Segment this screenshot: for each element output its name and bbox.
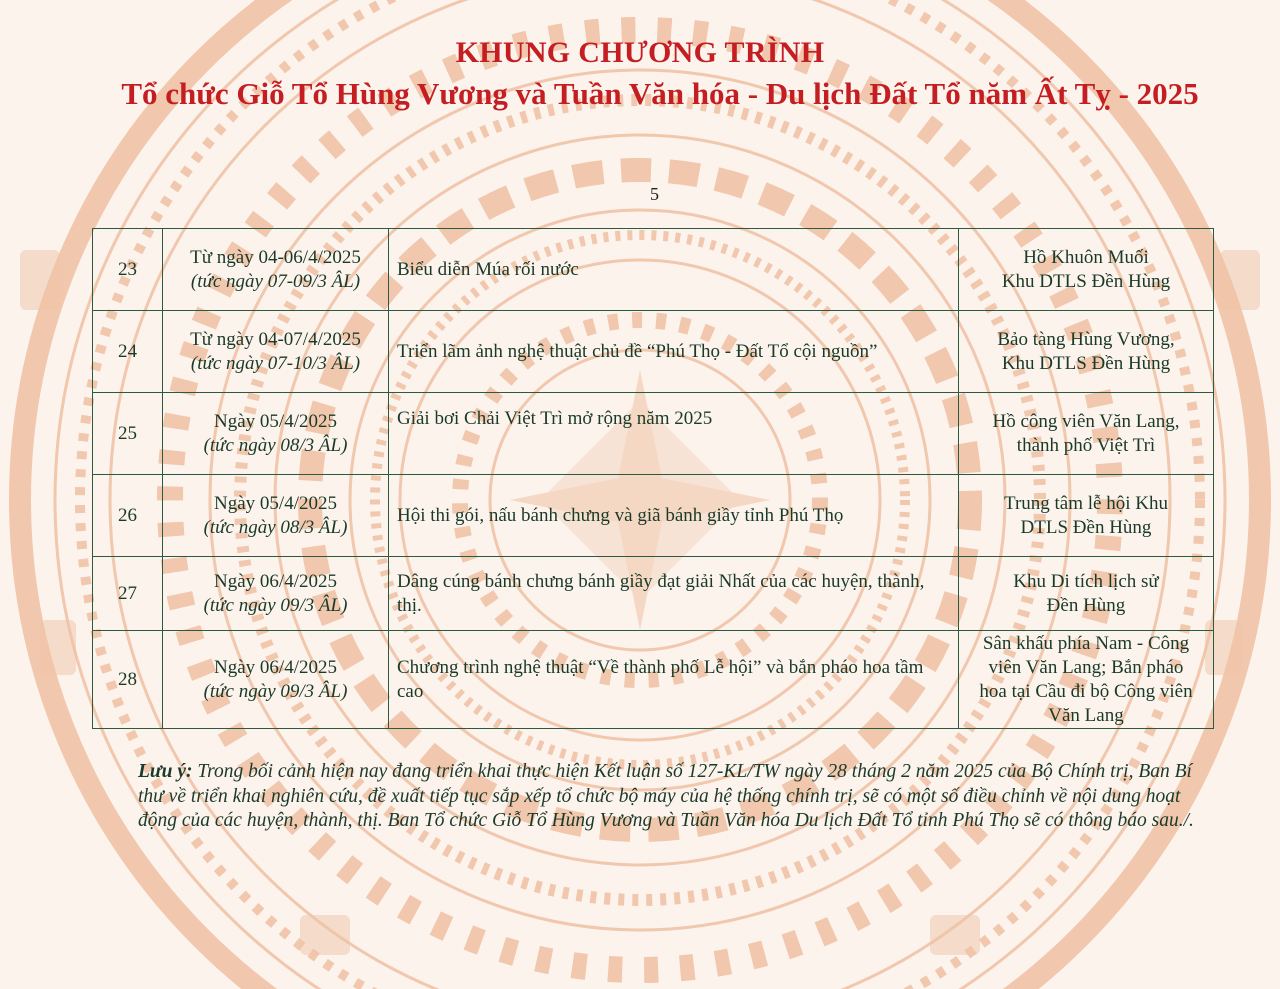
note-label: Lưu ý: (138, 761, 193, 782)
row-number: 25 (93, 393, 163, 475)
location-cell (959, 393, 1214, 475)
date-lunar: (tức ngày 07-10/3 ÂL) (190, 352, 361, 374)
activity-cell: Hội thi gói, nấu bánh chưng và giã bánh giầy tỉnh Phú Thọ (389, 475, 959, 557)
page-number: 5 (650, 184, 659, 204)
activity-cell: Dâng cúng bánh chưng bánh giầy đạt giải Nhất của các huyện, thành, thị. (389, 557, 959, 631)
location-line: Hồ công viên Văn Lang, (992, 410, 1180, 432)
location-line: Khu Di tích lịch sử (1013, 570, 1159, 592)
location-cell (959, 475, 1214, 557)
date-cell (163, 631, 389, 729)
document-subtitle: Tổ chức Giỗ Tổ Hùng Vương và Tuần Văn hóa - Du lịch Đất Tổ năm Ất Tỵ - 2025 (121, 76, 1199, 111)
location-line: Khu DTLS Đền Hùng (1001, 352, 1171, 374)
location-line: Sân khấu phía Nam - Công (982, 632, 1190, 654)
activity-cell: Chương trình nghệ thuật “Về thành phố Lễ hội” và bắn pháo hoa tầm cao (389, 631, 959, 729)
location-cell (959, 557, 1214, 631)
location-line: Hồ Khuôn Muối (1023, 246, 1149, 268)
date-cell (163, 229, 389, 311)
note-text: Trong bối cảnh hiện nay đang triển khai thực hiện Kết luận số 127-KL/TW ngày 28 tháng 2 năm 2025 của Bộ Chính trị, Ban Bí thư về triển khai nghiên cứu, đề xuất tiếp tục sắp xếp tổ chức bộ máy của hệ thống chính trị, sẽ có một số điều chỉnh về nội dung hoạt động của các huyện, thành, thị. Ban Tổ chức Giỗ Tổ Hùng Vương và Tuần Văn hóa Du lịch Đất Tổ tỉnh Phú Thọ sẽ có thông báo sau./. (138, 761, 1194, 831)
location-cell (959, 229, 1214, 311)
table-row (93, 631, 1214, 729)
date-cell (163, 393, 389, 475)
note-paragraph (138, 760, 1208, 834)
date-lunar: (tức ngày 08/3 ÂL) (203, 434, 348, 456)
location-line: Văn Lang (1048, 704, 1124, 726)
table-row (93, 311, 1214, 393)
date-solar: Ngày 05/4/2025 (214, 492, 337, 514)
date-solar: Từ ngày 04-06/4/2025 (190, 246, 361, 268)
date-solar: Ngày 06/4/2025 (214, 656, 337, 678)
row-number: 27 (93, 557, 163, 631)
date-lunar: (tức ngày 09/3 ÂL) (203, 680, 348, 702)
location-line: viên Văn Lang; Bắn pháo (988, 656, 1184, 678)
location-line: Đền Hùng (1046, 594, 1126, 616)
location-line: Bảo tàng Hùng Vương, (997, 328, 1175, 350)
row-number: 24 (93, 311, 163, 393)
date-lunar: (tức ngày 09/3 ÂL) (203, 594, 348, 616)
date-cell (163, 557, 389, 631)
location-line: thành phố Việt Trì (1016, 434, 1156, 456)
location-line: Khu DTLS Đền Hùng (1001, 270, 1171, 292)
date-solar: Từ ngày 04-07/4/2025 (190, 328, 361, 350)
row-number: 26 (93, 475, 163, 557)
location-cell (959, 311, 1214, 393)
date-lunar: (tức ngày 08/3 ÂL) (203, 516, 348, 538)
date-solar: Ngày 05/4/2025 (214, 410, 337, 432)
schedule-table (92, 228, 1214, 729)
table-row (93, 393, 1214, 475)
date-cell (163, 475, 389, 557)
row-number: 23 (93, 229, 163, 311)
table-row (93, 229, 1214, 311)
row-number: 28 (93, 631, 163, 729)
location-line: DTLS Đền Hùng (1020, 516, 1152, 538)
date-cell (163, 311, 389, 393)
activity-cell: Triển lãm ảnh nghệ thuật chủ đề “Phú Thọ - Đất Tổ cội nguồn” (389, 311, 959, 393)
document-title: KHUNG CHƯƠNG TRÌNH (455, 36, 825, 69)
location-line: Trung tâm lễ hội Khu (1004, 492, 1168, 514)
activity-cell: Biểu diễn Múa rối nước (389, 229, 959, 311)
table-row (93, 475, 1214, 557)
activity-cell: Giải bơi Chải Việt Trì mở rộng năm 2025 (389, 393, 959, 475)
table-row (93, 557, 1214, 631)
location-line: hoa tại Cầu đi bộ Công viên (979, 680, 1193, 702)
location-cell (959, 631, 1214, 729)
date-solar: Ngày 06/4/2025 (214, 570, 337, 592)
date-lunar: (tức ngày 07-09/3 ÂL) (190, 270, 361, 292)
